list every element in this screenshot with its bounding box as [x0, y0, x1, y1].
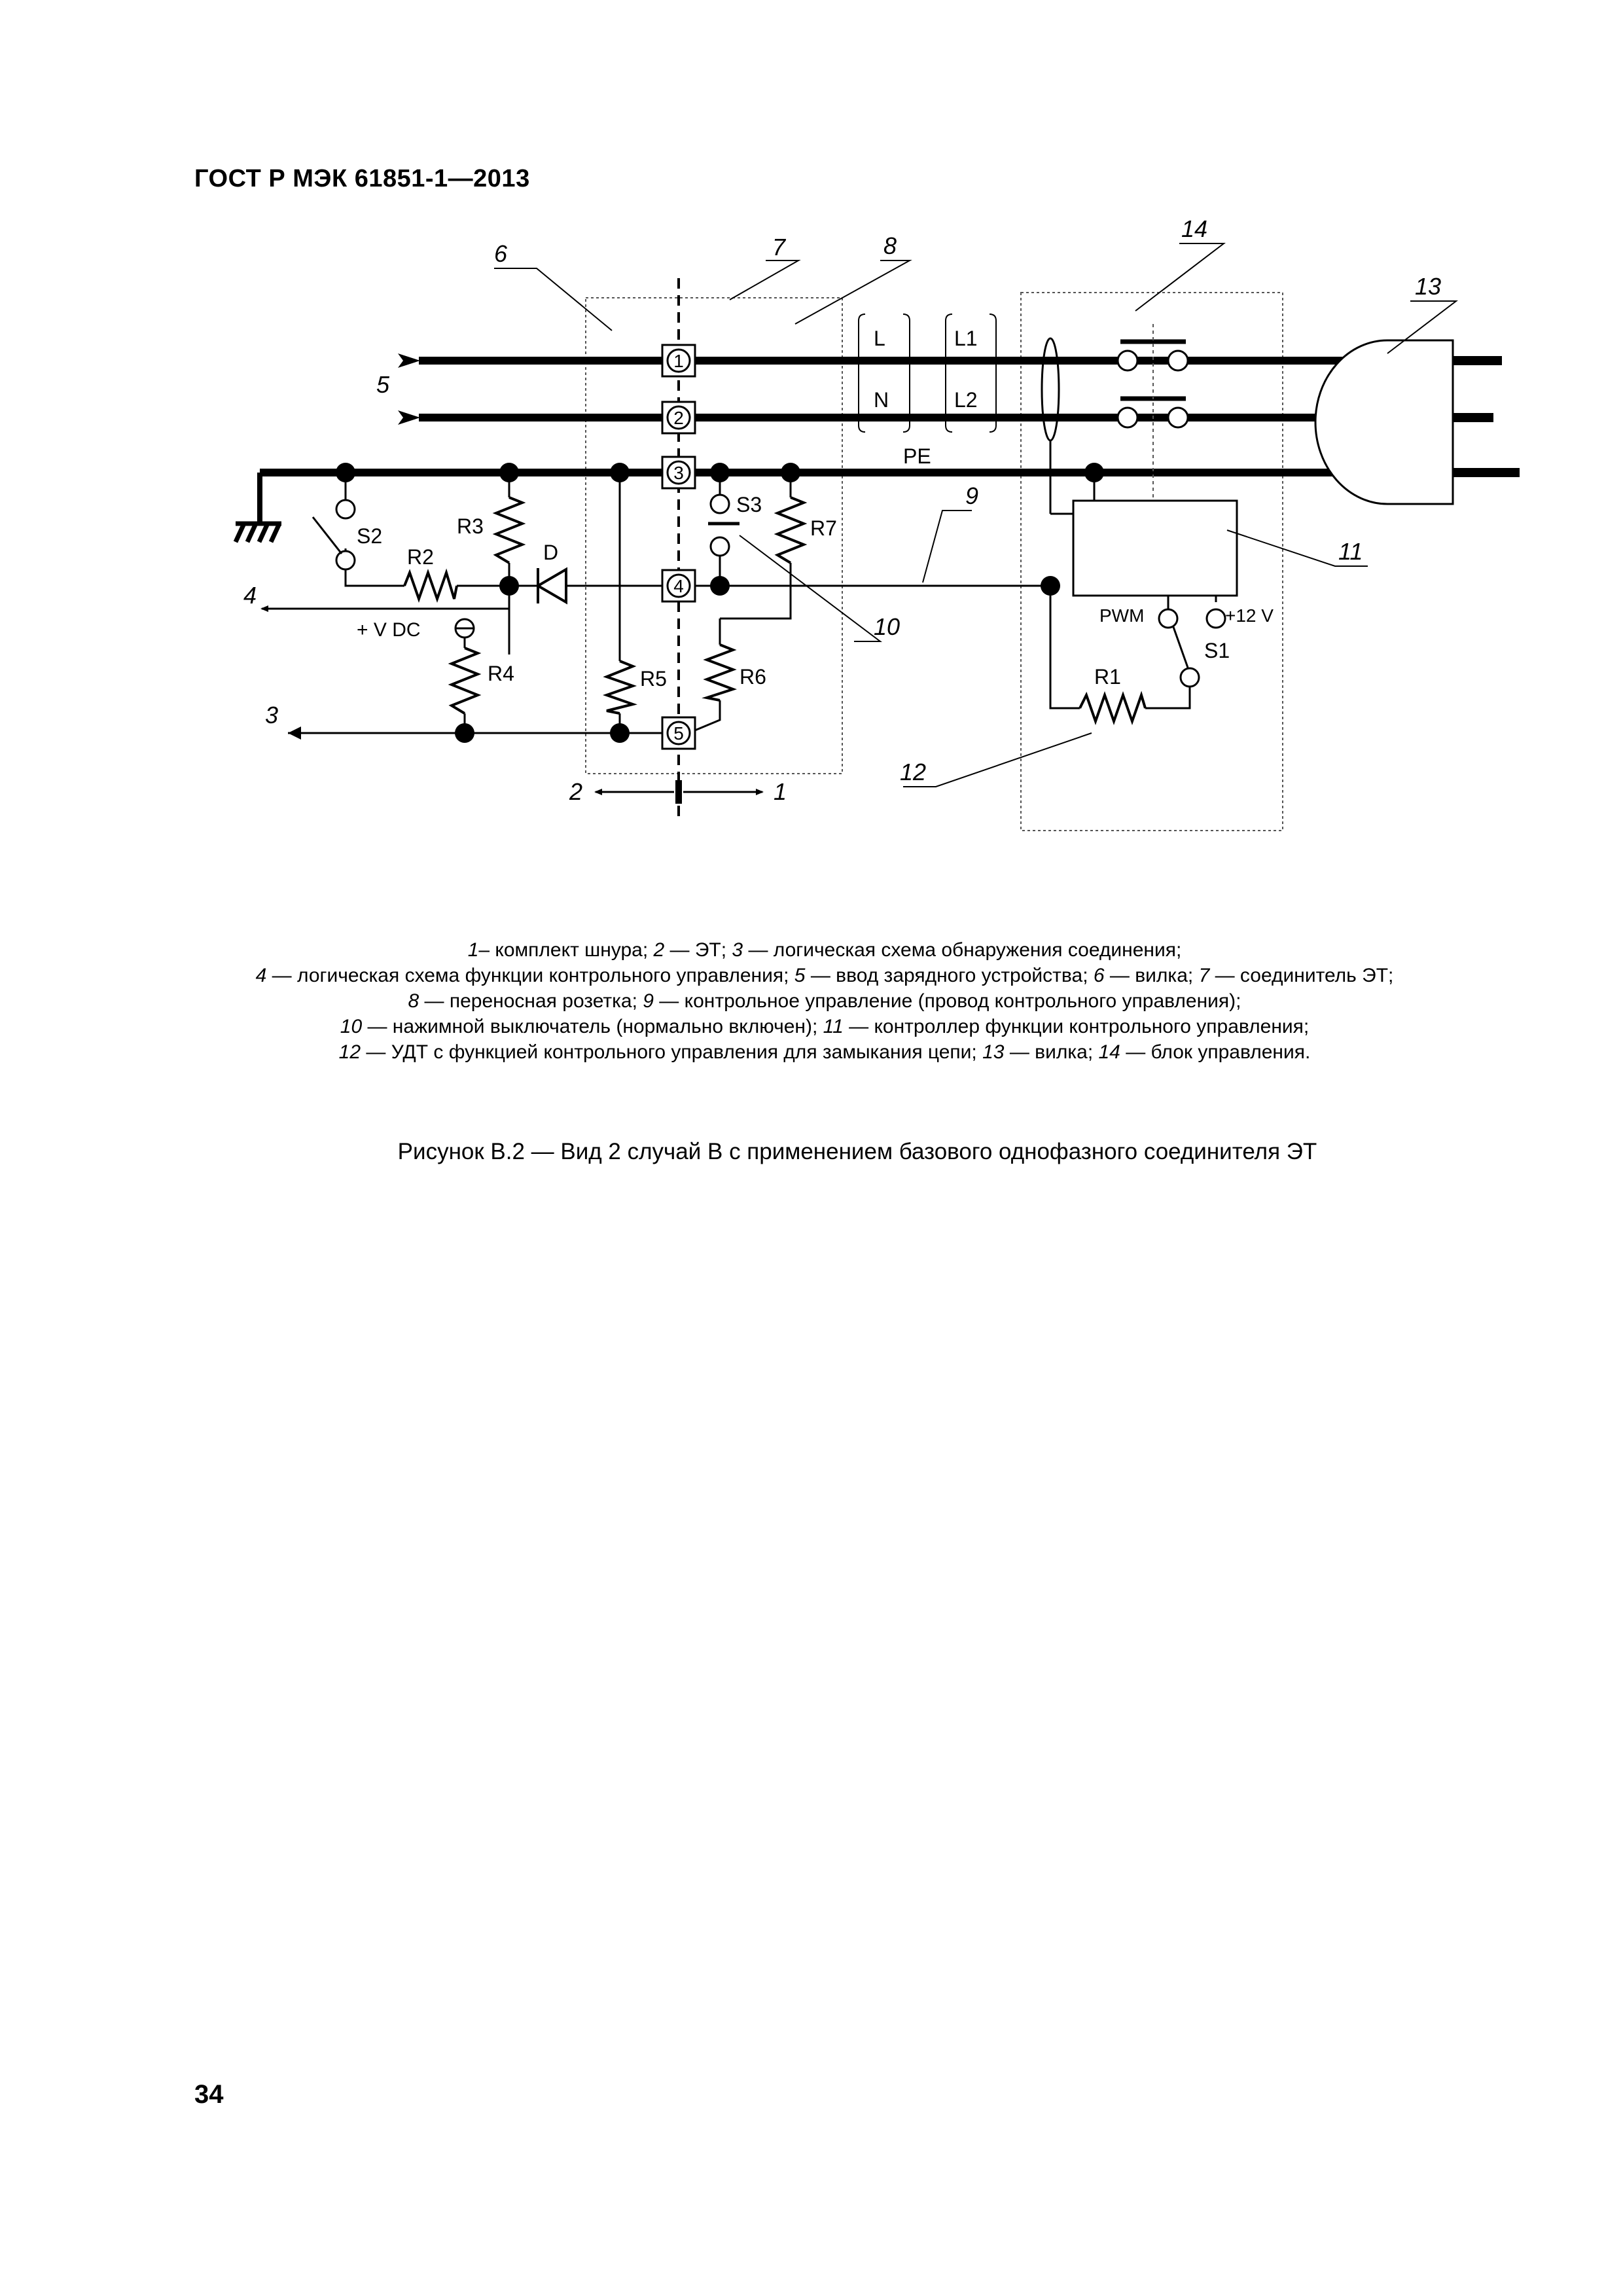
legend-text: — вилка; [1004, 1041, 1099, 1063]
switch-S3 [708, 495, 740, 556]
page-number: 34 [194, 2080, 224, 2109]
pin-3: 3 [673, 463, 684, 483]
legend-text: — ввод зарядного устройства; [805, 965, 1094, 986]
legend-number: 5 [794, 965, 806, 986]
label-R1: R1 [1094, 665, 1121, 689]
legend-number: 10 [340, 1016, 363, 1037]
callout-leaders [494, 243, 1456, 787]
label-R5: R5 [640, 667, 667, 691]
switch-S2 [313, 500, 355, 569]
legend-number: 14 [1098, 1041, 1120, 1063]
legend-line [170, 1039, 1479, 1065]
legend-line [170, 1014, 1479, 1039]
resistor-R7 [777, 497, 804, 563]
legend-text: — логическая схема функции контрольного управления; [266, 965, 794, 986]
callout-14: 14 [1181, 215, 1208, 242]
legend-line [170, 988, 1479, 1014]
legend-text: — соединитель ЭТ; [1209, 965, 1394, 986]
pin-2: 2 [673, 408, 684, 428]
legend-number: 13 [982, 1041, 1005, 1063]
label-N: N [874, 388, 889, 412]
callout-1: 1 [774, 778, 787, 805]
callout-3: 3 [265, 702, 279, 728]
figure-legend [170, 937, 1479, 1065]
document-header: ГОСТ Р МЭК 61851-1—2013 [194, 165, 530, 192]
label-R4: R4 [488, 662, 514, 685]
legend-line [170, 937, 1479, 963]
callout-10: 10 [874, 613, 901, 640]
label-L2: L2 [954, 388, 978, 412]
label-S3: S3 [736, 493, 762, 516]
direction-marker [675, 780, 682, 804]
pin-4: 4 [673, 576, 684, 596]
label-L1: L1 [954, 327, 978, 350]
legend-text: – комплект шнура; [478, 939, 654, 961]
legend-number: 2 [653, 939, 665, 961]
label-R6: R6 [740, 665, 766, 689]
plug-13 [1315, 340, 1520, 504]
legend-number: 7 [1198, 965, 1210, 986]
figure-caption: Рисунок В.2 — Вид 2 случай В с применением базового однофазного соединителя ЭТ [397, 1139, 1317, 1164]
resistors [404, 497, 1145, 721]
resistor-R4 [452, 648, 478, 713]
callout-4: 4 [243, 582, 257, 609]
label-S2: S2 [357, 524, 383, 548]
legend-number: 8 [408, 990, 419, 1012]
resistor-R2 [404, 573, 457, 599]
legend-text: — нажимной выключатель (нормально включен); [362, 1016, 823, 1037]
vdc-terminal [455, 619, 474, 637]
label-L: L [874, 327, 885, 350]
label-S1: S1 [1204, 639, 1230, 662]
callout-11: 11 [1338, 538, 1363, 565]
label-PE: PE [903, 444, 931, 468]
callout-2: 2 [569, 778, 583, 805]
current-sensor [1042, 338, 1059, 440]
resistor-R3 [496, 497, 522, 563]
pin-1: 1 [673, 351, 684, 371]
label-R7: R7 [810, 516, 837, 540]
circuit-diagram [0, 0, 1623, 916]
legend-line [170, 963, 1479, 988]
legend-text: — контроллер функции контрольного управления; [843, 1016, 1310, 1037]
callout-8: 8 [883, 232, 897, 259]
label-12v: +12 V [1225, 605, 1274, 626]
legend-text: — контрольное управление (провод контрольного управления); [653, 990, 1241, 1012]
callout-9: 9 [965, 482, 979, 509]
circuit-diagram-svg [0, 0, 1623, 916]
label-D: D [543, 541, 559, 564]
legend-text: — вилка; [1104, 965, 1199, 986]
legend-text: — блок управления. [1120, 1041, 1311, 1063]
pin-5: 5 [673, 723, 684, 744]
legend-number: 4 [255, 965, 267, 986]
resistor-R1 [1080, 695, 1145, 721]
legend-text: — ЭТ; [664, 939, 732, 961]
legend-number: 3 [732, 939, 743, 961]
legend-number: 12 [338, 1041, 361, 1063]
legend-number: 11 [823, 1016, 844, 1037]
legend-text: — УДТ с функцией контрольного управления для замыкания цепи; [361, 1041, 983, 1063]
legend-number: 1 [467, 939, 479, 961]
callout-13: 13 [1415, 273, 1442, 300]
resistor-R6 [707, 645, 733, 700]
label-R3: R3 [457, 514, 484, 538]
ground-icon [236, 524, 281, 542]
legend-text: — логическая схема обнаружения соединения; [743, 939, 1182, 961]
arrow-3-tip [288, 726, 301, 740]
resistor-R5 [607, 661, 633, 713]
label-R2: R2 [407, 545, 434, 569]
callout-7: 7 [772, 234, 786, 260]
controller-box-11 [1073, 501, 1237, 596]
callout-12: 12 [900, 759, 927, 785]
legend-text: — переносная розетка; [419, 990, 643, 1012]
label-pwm: PWM [1099, 605, 1145, 626]
callout-5: 5 [376, 371, 390, 398]
legend-number: 9 [643, 990, 654, 1012]
label-vdc: + V DC [357, 619, 421, 641]
callout-6: 6 [494, 240, 508, 267]
diode-D [538, 568, 566, 603]
legend-number: 6 [1093, 965, 1105, 986]
